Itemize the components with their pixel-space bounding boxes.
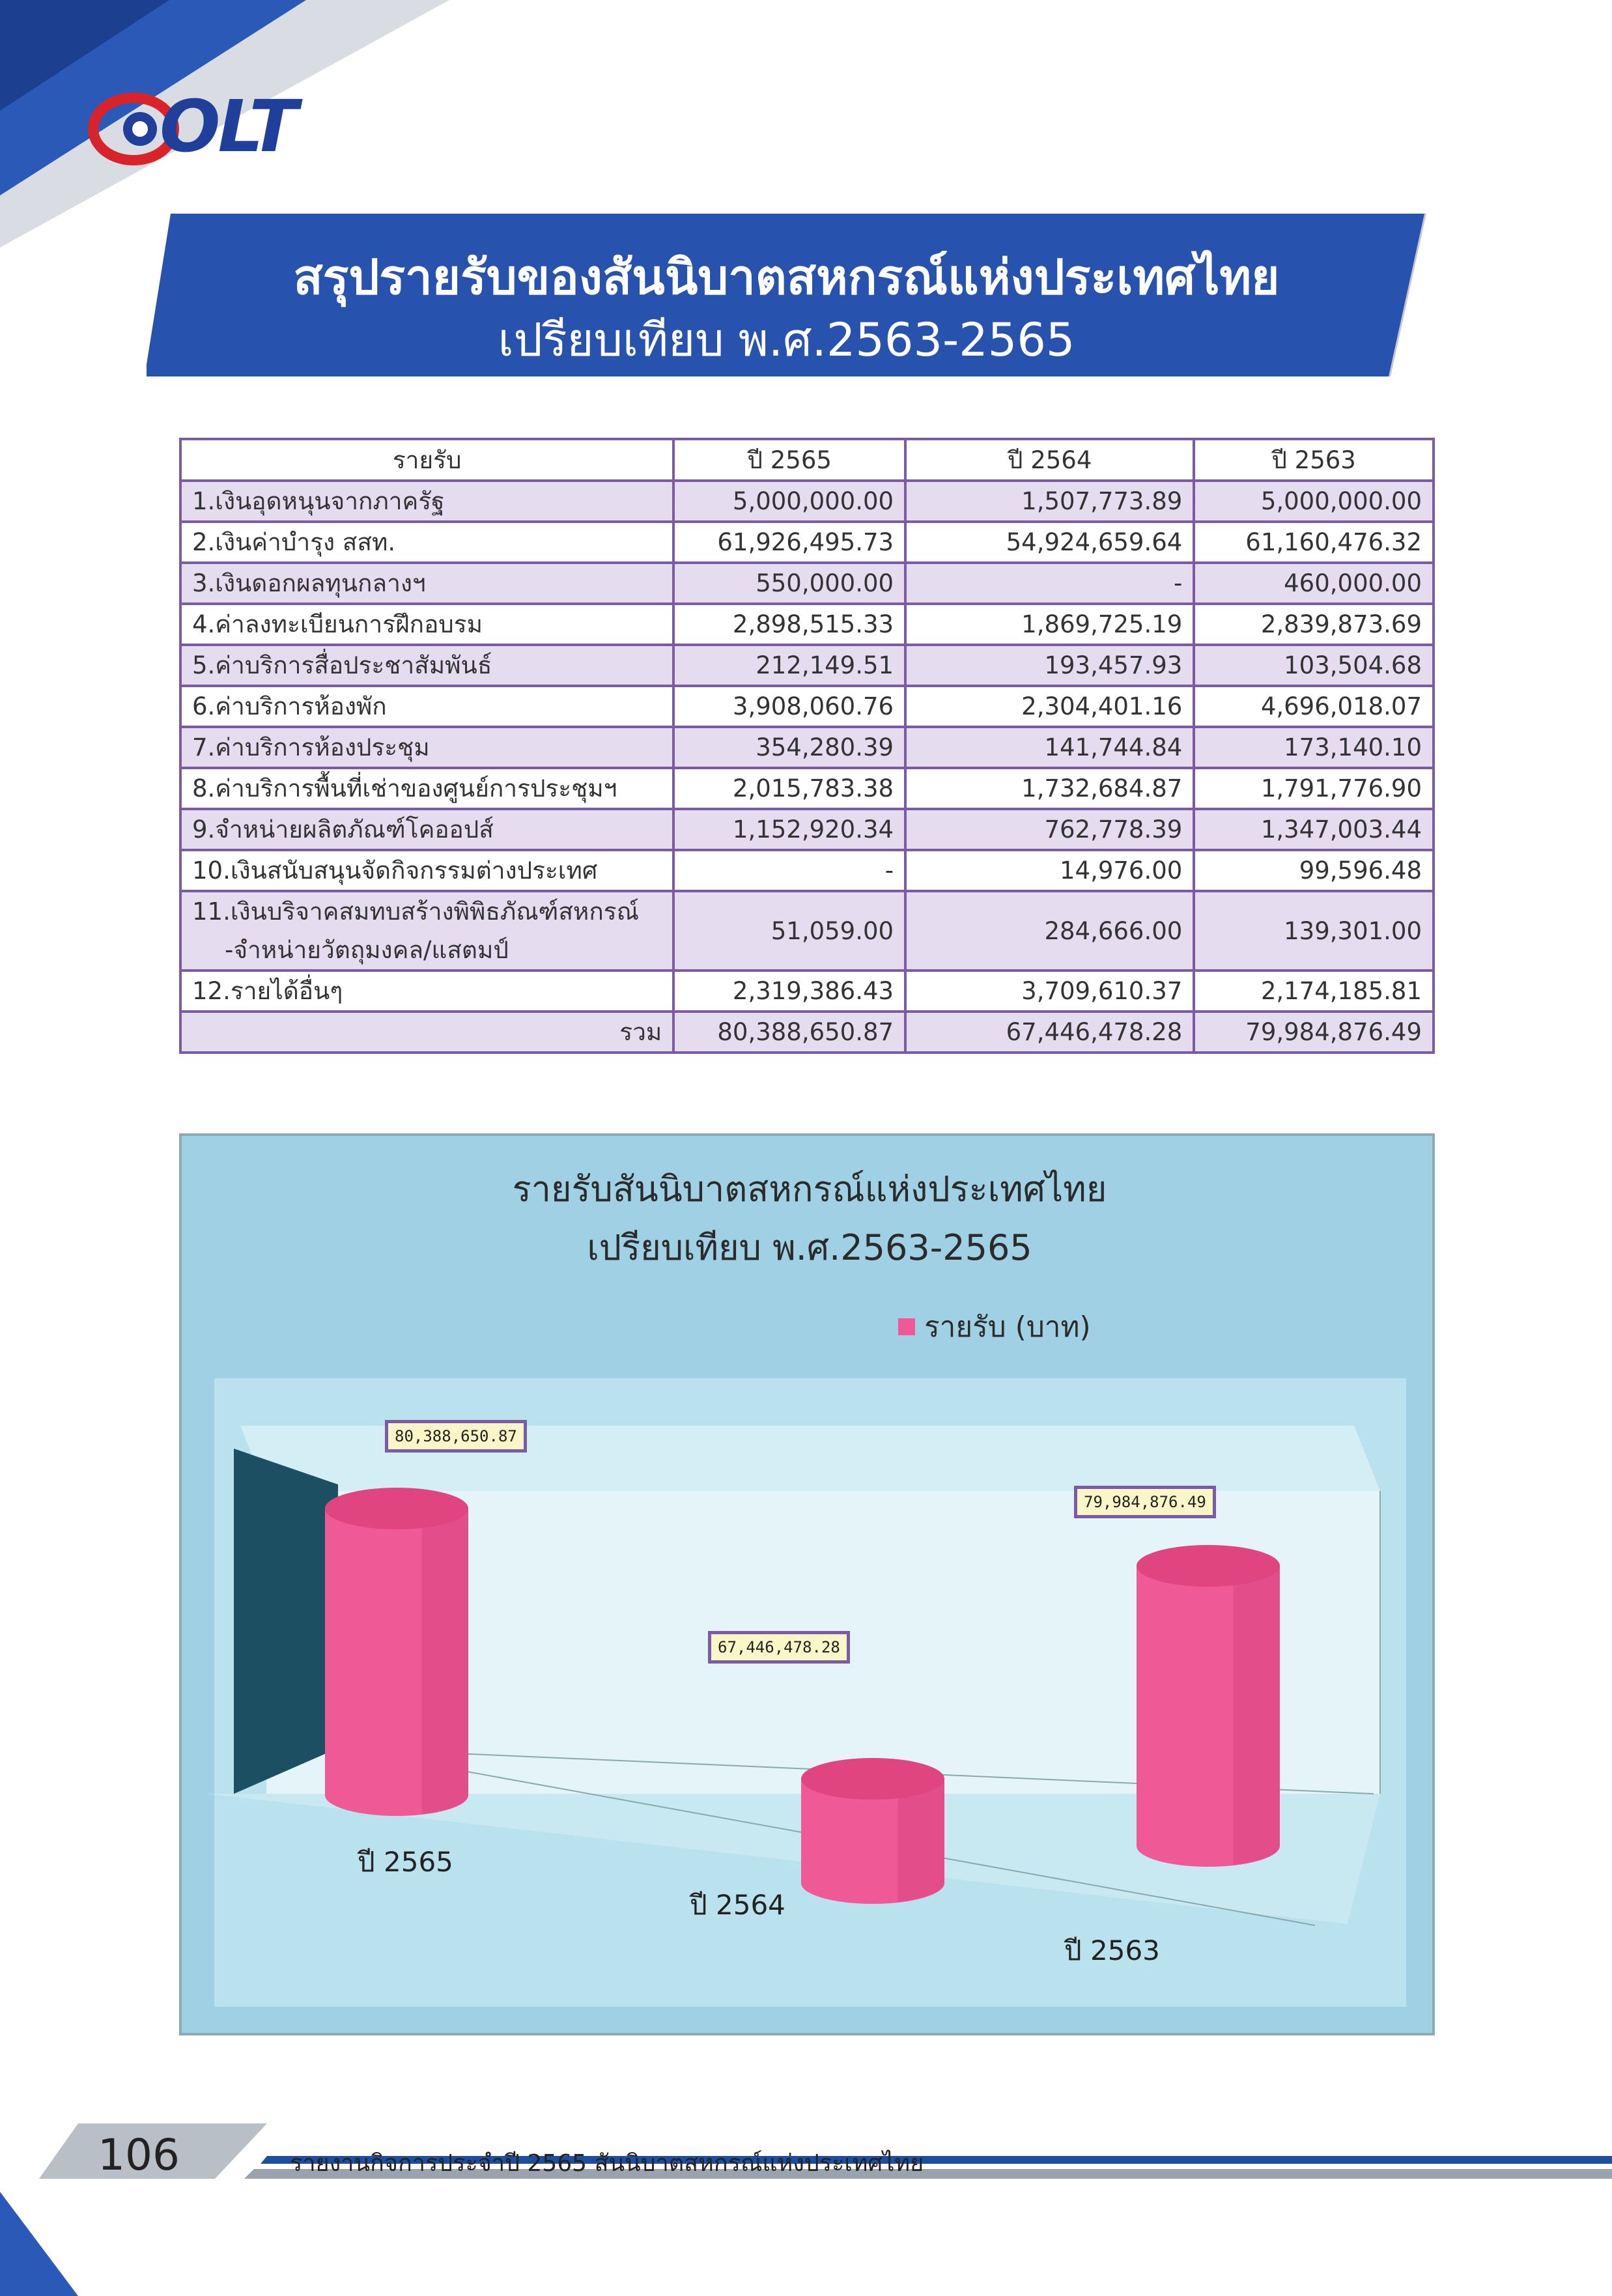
table-row — [180, 891, 1434, 971]
logo-text: OLT — [160, 85, 296, 168]
chart-bar-top — [325, 1488, 468, 1529]
chart-bar-top — [801, 1758, 944, 1800]
x-tick-label: ปี 2564 — [690, 1889, 785, 1921]
row-label: 1.เงินอุดหนุนจากภาครัฐ — [180, 481, 673, 522]
row-label: 4.ค่าลงทะเบียนการฝึกอบรม — [180, 604, 673, 645]
legend-label: รายรับ (บาท) — [924, 1311, 1091, 1344]
table-row — [180, 727, 1434, 768]
revenue-table — [179, 438, 1435, 1054]
legend-swatch — [898, 1318, 915, 1335]
title-banner — [147, 214, 1426, 376]
value-2565: 5,000,000.00 — [673, 481, 905, 522]
page-subtitle: เปรียบเทียบ พ.ศ.2563-2565 — [498, 313, 1075, 367]
chart-bar-shade — [422, 1509, 469, 1814]
value-2564: 3,709,610.37 — [905, 971, 1194, 1012]
value-2563: 173,140.10 — [1194, 727, 1434, 768]
table-row — [180, 850, 1434, 891]
value-2564: 193,457.93 — [905, 645, 1194, 686]
value-2564: 141,744.84 — [905, 727, 1194, 768]
revenue-chart — [179, 1133, 1435, 2035]
data-label: 80,388,650.87 — [385, 1420, 527, 1453]
value-2565: 2,015,783.38 — [673, 768, 905, 809]
row-label: 3.เงินดอกผลทุนกลางฯ — [180, 563, 673, 604]
row-label: 9.จำหน่ายผลิตภัณฑ์โคออปส์ — [180, 809, 673, 850]
value-2565: 1,152,920.34 — [673, 809, 905, 850]
table-row — [180, 645, 1434, 686]
total-2565: 80,388,650.87 — [673, 1012, 905, 1053]
value-2563: 61,160,476.32 — [1194, 522, 1434, 563]
value-2563: 1,347,003.44 — [1194, 809, 1434, 850]
page-title: สรุปรายรับของสันนิบาตสหกรณ์แห่งประเทศไทย — [293, 249, 1280, 305]
table-header-row — [180, 439, 1434, 481]
row-label: 12.รายได้อื่นๆ — [180, 971, 673, 1012]
logo — [88, 85, 296, 169]
value-2563: 103,504.68 — [1194, 645, 1434, 686]
row-label: 2.เงินค่าบำรุง สสท. — [180, 522, 673, 563]
value-2563: 5,000,000.00 — [1194, 481, 1434, 522]
value-2564: 1,732,684.87 — [905, 768, 1194, 809]
value-2564: 1,507,773.89 — [905, 481, 1194, 522]
value-2565: 354,280.39 — [673, 727, 905, 768]
table-row — [180, 768, 1434, 809]
value-2564: - — [905, 563, 1194, 604]
value-2565: - — [673, 850, 905, 891]
row-label: 6.ค่าบริการห้องพัก — [180, 686, 673, 727]
total-label: รวม — [180, 1012, 673, 1053]
row-label: 10.เงินสนับสนุนจัดกิจกรรมต่างประเทศ — [180, 850, 673, 891]
header-cell: ปี 2565 — [673, 439, 905, 481]
table-row — [180, 686, 1434, 727]
value-2564: 54,924,659.64 — [905, 522, 1194, 563]
value-2564: 1,869,725.19 — [905, 604, 1194, 645]
value-2565: 61,926,495.73 — [673, 522, 905, 563]
footer-text: รายงานกิจการประจำปี 2565 สันนิบาตสหกรณ์แห่งประเทศไทย — [290, 2150, 924, 2177]
value-2563: 460,000.00 — [1194, 563, 1434, 604]
value-2565: 212,149.51 — [673, 645, 905, 686]
data-label: 79,984,876.49 — [1074, 1486, 1216, 1518]
x-tick-label: ปี 2563 — [1064, 1935, 1160, 1966]
value-2563: 2,174,185.81 — [1194, 971, 1434, 1012]
value-2564: 14,976.00 — [905, 850, 1194, 891]
table-row — [180, 809, 1434, 850]
page-number: 106 — [98, 2130, 180, 2180]
value-2563: 1,791,776.90 — [1194, 768, 1434, 809]
row-label: 5.ค่าบริการสื่อประชาสัมพันธ์ — [180, 645, 673, 686]
row-label-line1: 11.เงินบริจาคสมทบสร้างพิพิธภัณฑ์สหกรณ์ — [192, 898, 639, 926]
value-2563: 139,301.00 — [1194, 891, 1434, 971]
value-2565: 3,908,060.76 — [673, 686, 905, 727]
row-label-line2: -จำหน่ายวัตถุมงคล/แสตมป์ — [225, 936, 509, 964]
value-2563: 99,596.48 — [1194, 850, 1434, 891]
value-2565: 51,059.00 — [673, 891, 905, 971]
value-2563: 2,839,873.69 — [1194, 604, 1434, 645]
x-tick-label: ปี 2565 — [358, 1846, 453, 1878]
header-cell: รายรับ — [180, 439, 673, 481]
table-row — [180, 971, 1434, 1012]
chart-legend — [898, 1304, 1091, 1350]
row-label: 8.ค่าบริการพื้นที่เช่าของศูนย์การประชุมฯ — [180, 768, 673, 809]
chart-bar-top — [1137, 1545, 1280, 1587]
header-cell: ปี 2563 — [1194, 439, 1434, 481]
value-2564: 762,778.39 — [905, 809, 1194, 850]
row-label — [180, 891, 673, 971]
value-2564: 2,304,401.16 — [905, 686, 1194, 727]
chart-subtitle: เปรียบเทียบ พ.ศ.2563-2565 — [587, 1227, 1032, 1268]
total-2563: 79,984,876.49 — [1194, 1012, 1434, 1053]
chart-title: รายรับสันนิบาตสหกรณ์แห่งประเทศไทย — [512, 1169, 1107, 1210]
table-row — [180, 563, 1434, 604]
table-row — [180, 604, 1434, 645]
row-label: 7.ค่าบริการห้องประชุม — [180, 727, 673, 768]
table-row — [180, 481, 1434, 522]
table-row — [180, 522, 1434, 563]
value-2565: 2,898,515.33 — [673, 604, 905, 645]
header-cell: ปี 2564 — [905, 439, 1194, 481]
side-wall — [234, 1449, 338, 1794]
value-2564: 284,666.00 — [905, 891, 1194, 971]
value-2563: 4,696,018.07 — [1194, 686, 1434, 727]
value-2565: 550,000.00 — [673, 563, 905, 604]
data-label: 67,446,478.28 — [708, 1631, 850, 1664]
chart-bar-shade — [1234, 1566, 1280, 1865]
table-total-row — [180, 1012, 1434, 1053]
value-2565: 2,319,386.43 — [673, 971, 905, 1012]
total-2564: 67,446,478.28 — [905, 1012, 1194, 1053]
